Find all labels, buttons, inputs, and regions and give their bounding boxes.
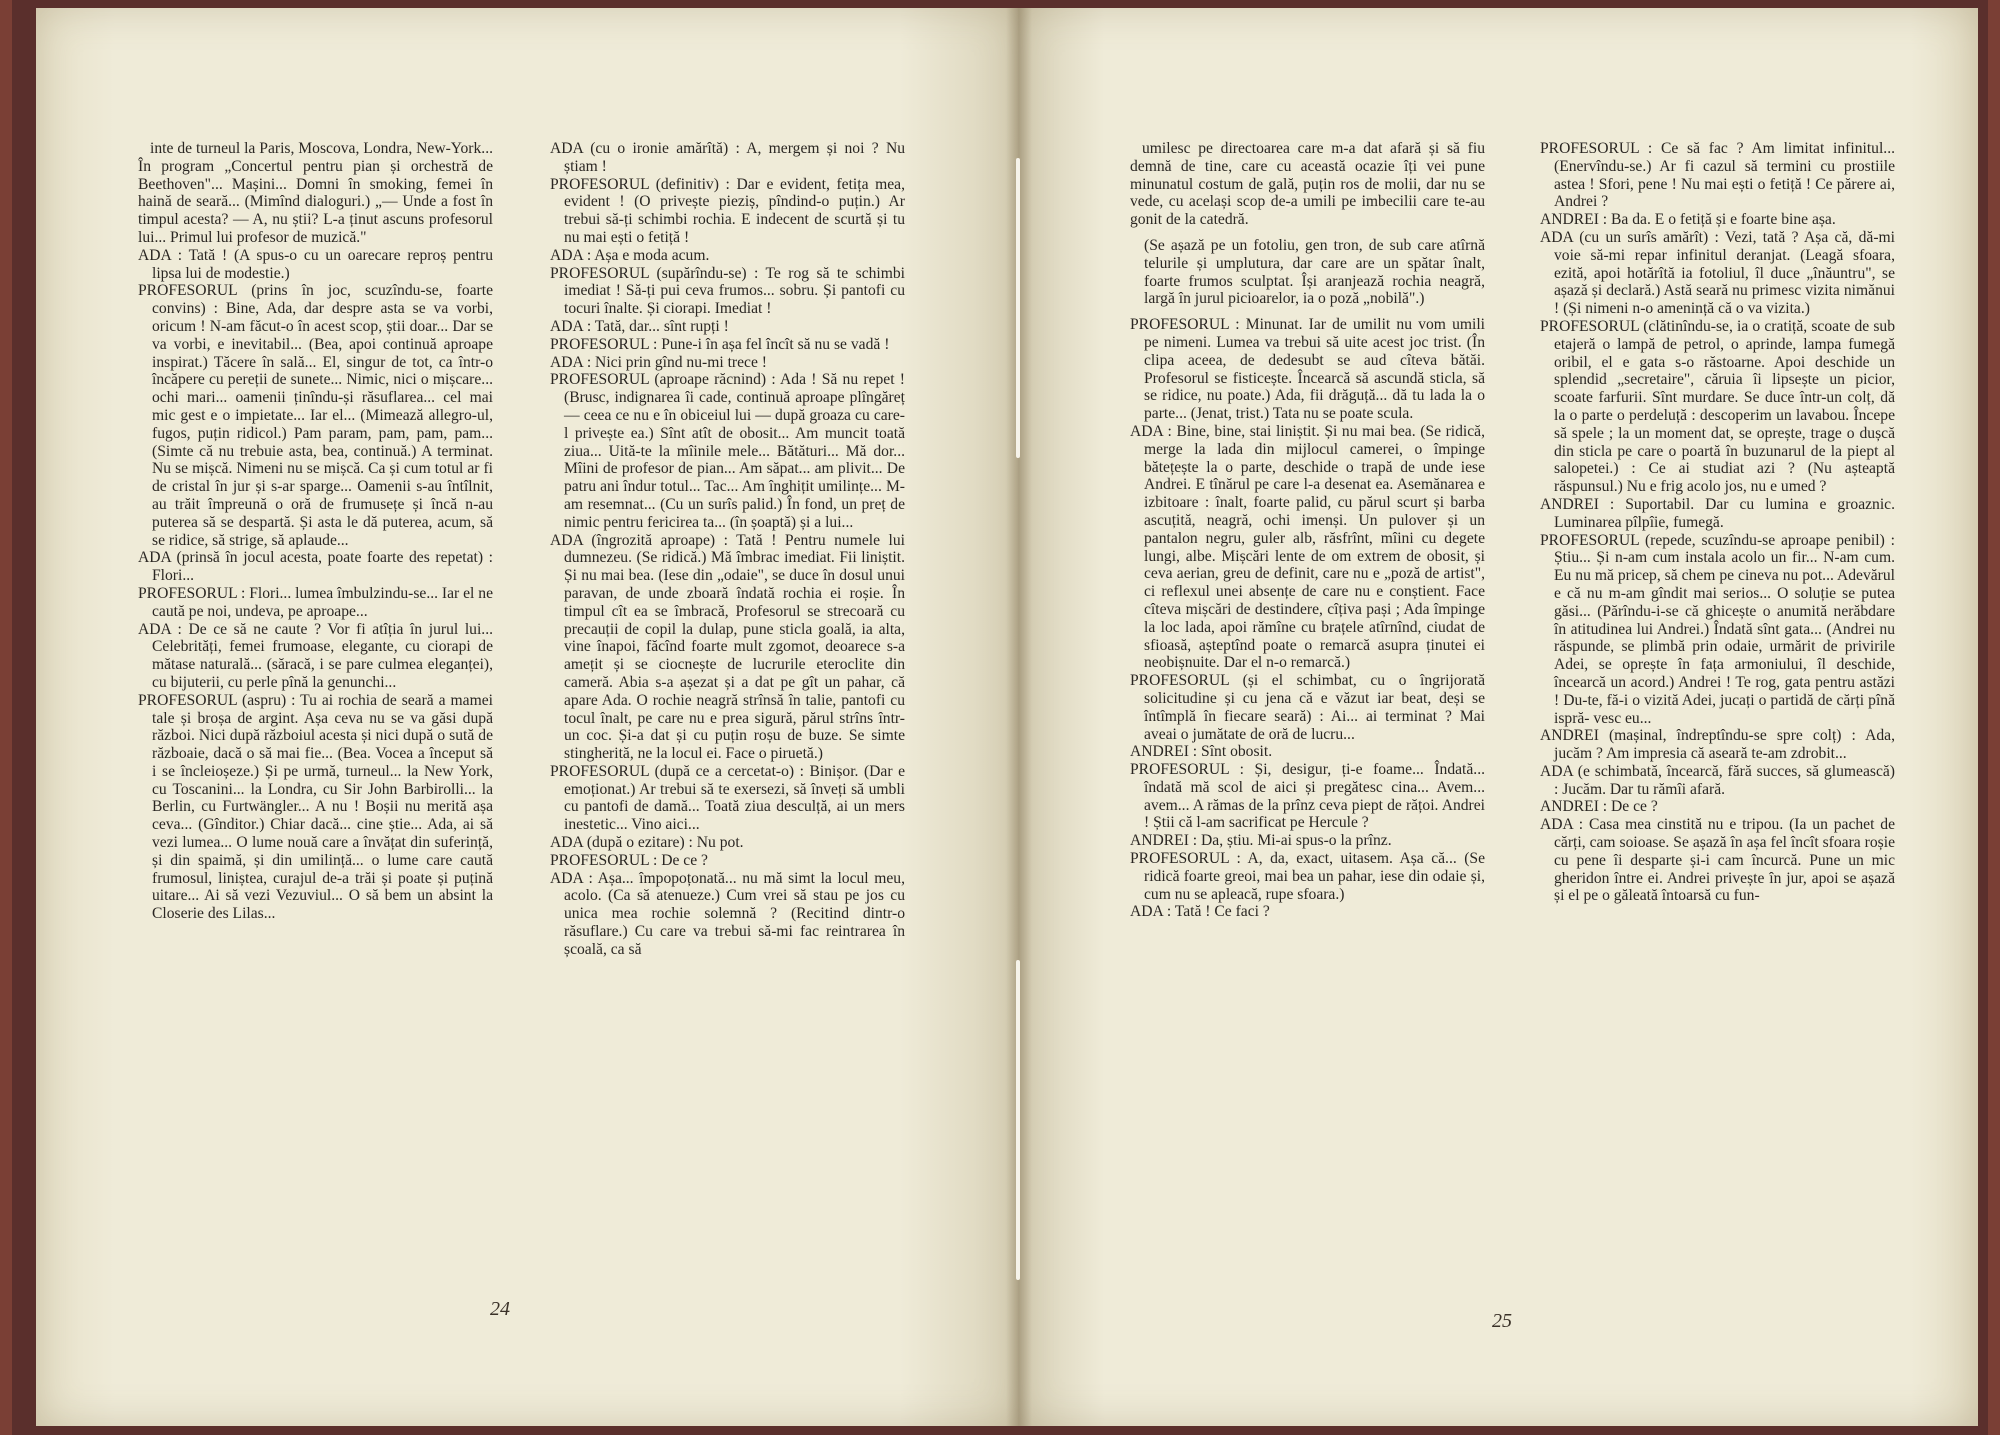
binding-thread-upper [1016,158,1020,458]
dialogue-line: ANDREI (mașinal, îndreptîndu-se spre colț) : Ada, jucăm ? Am impresia că aseară te-am zdrobit... [1540,727,1895,763]
dialogue-line: PROFESORUL (clătinîndu-se, ia o cratiță, scoate de sub etajeră o lampă de petrol, o aprinde, lampa fumegă oribil, el e gata s-o răstoarne. Apoi deschide un splendid „secretaire", căruia îi lipsește un picior, scoate farfurii. Sînt murdare. Se duce într-un colț, dă la o parte o perdeluță : descoperim un lavabou. Începe să spele ; la un moment dat, se oprește, trage o dușcă din sticla pe care o poartă în buzunarul de la piept al salopetei.) : Ce ai studiat azi ? (Nu așteaptă răspunsul.) Nu e frig acolo jos, nu e umed ? [1540,317,1895,496]
dialogue-line: ADA (cu un surîs amărît) : Vezi, tată ? Așa că, dă-mi voie să-mi repar infinitul deranjat. (Leagă sfoara, ezită, apoi hotărîtă ia fotoliul, îl duce „înăuntru", se așază și declară.) Astă seară nu primesc vizita nimănui ! (Și nimeni n-o amenință că o va vizita.) [1540,228,1895,318]
dialogue-line: PROFESORUL (supărîndu-se) : Te rog să te schimbi imediat ! Să-ți pui ceva frumos... sobru. Și pantofi cu tocuri înalte. Și ciorapi. Imediat ! [550,264,905,318]
dialogue-line: ANDREI : Ba da. E o fetiță și e foarte bine așa. [1540,211,1836,229]
dialogue-line: PROFESORUL (definitiv) : Dar e evident, fetița mea, evident ! (O privește pieziș, pîndind-o puțin.) Ar trebui să-ți schimbi rochia. E indecent de scurtă și tu nu mai ești o fetiță ! [550,175,905,246]
dialogue-line: PROFESORUL : De ce ? [550,851,708,869]
dialogue-line: ADA : Așa... împopoțonată... nu mă simt la locul meu, acolo. (Ca să atenueze.) Cum vrei să stau pe jos cu unica mea rochie solemnă ? (Recitind dintr-o răsuflare.) Cu care va trebui să-mi fac reintrarea în școală, ca să [550,869,905,958]
page-number-left: 24 [490,1298,510,1320]
text-paragraph: umilesc pe directoarea care m-a dat afară și să fiu demnă de tine, care cu această ocazie îți vei pune minunatul costum de gală, puțin ros de molii, dar nu se vede, cu același scop de-a umili pe imbecilii care te-au gonit de la catedră. [1130,140,1485,229]
dialogue-line: ANDREI : Suportabil. Dar cu lumina e groaznic. Luminarea pîlpîie, fumegă. [1540,495,1895,531]
dialogue-line: ANDREI : Da, știu. Mi-ai spus-o la prînz. [1130,832,1392,850]
dialogue-line: ADA : Tată ! (A spus-o cu un oarecare reproș pentru lipsa lui de modestie.) [138,246,493,282]
text-column-3 [1130,140,1485,921]
dialogue-line: ADA (prinsă în jocul acesta, poate foarte des repetat) : Flori... [138,549,493,585]
dialogue-line: ADA : Nici prin gînd nu-mi trece ! [550,353,767,371]
cover-edge-right [1988,0,2000,1435]
dialogue-line: PROFESORUL : Ce să fac ? Am limitat infinitul... (Enervîndu-se.) Ar fi cazul să termini cu prostiile astea ! Sfori, pene ! Nu mai ești o fetiță ! Ce părere ai, Andrei ? [1540,140,1895,211]
dialogue-line: ADA (îngrozită aproape) : Tată ! Pentru numele lui dumnezeu. (Se ridică.) Mă îmbrac imediat. Fii liniștit. Și nu mai bea. (Iese din „odaie", se duce în dosul unui paravan, de unde zboară îndată rochia ei roșie. În timpul cît ea se îmbracă, Profesorul se strecoară cu precauții de copil la dulap, pune sticla goală, ia alta, vine înapoi, făcînd foarte mult zgomot, deoarece s-a amețit și se ciocnește de lucrurile eteroclite din cameră. Abia s-a așezat și a dat pe gît un pahar, că apare Ada. O rochie neagră strînsă în talie, pantofi cu tocul înalt, pe care nu e prea sigură, părul strîns într-un coc. Și-a dat și cu puțin roșu de buze. Se simte stingherită, ne la locul ei. Face o piruetă.) [550,531,905,763]
cover-edge-left [0,0,12,1435]
dialogue-line: PROFESORUL : Flori... lumea îmbulzindu-se... Iar el ne caută pe noi, undeva, pe aproape... [138,584,494,620]
dialogue-line: PROFESORUL : A, da, exact, uitasem. Așa că... (Se ridică foarte greoi, mai bea un pahar, iese din odaie și, cum nu se apleacă, rupe sfoara.) [1130,850,1485,903]
dialogue-line: PROFESORUL (și el schimbat, cu o îngrijorată solicitudine și cu jena că e văzut iar beat, deși se întîmplă în fiecare seară) : Ai... ai terminat ? Mai aveai o jumătate de oră de lucru... [1130,672,1485,743]
dialogue-line: ADA (după o ezitare) : Nu pot. [550,834,744,852]
dialogue-line: PROFESORUL : Pune-i în așa fel încît să nu se vadă ! [550,335,890,353]
dialogue-line: ADA : Tată, dar... sînt rupți ! [550,317,729,335]
dialogue-line: PROFESORUL (aproape răcnind) : Ada ! Să nu repet ! (Brusc, indignarea îi cade, continuă aproape plîngăreț — ceea ce nu e în obiceiul lui — după groaza cu care-l privește ea.) Sînt atît de obosit... Am muncit toată ziua... Uită-te la mîinile mele... Bătături... Mă dor... Mîini de profesor de pian... Am săpat... am plivit... De patru ani îndur totul... Tac... Am înghițit umilințe... M-am resemnat... (Cu un surîs palid.) În fond, un preț de nimic pentru fericirea ta... (în șoaptă) și a lui... [550,371,905,531]
dialogue-line: PROFESORUL : Și, desigur, ți-e foame... Îndată... îndată mă scol de aici și pregătesc cina... Avem... avem... A rămas de la prînz ceva piept de rățoi. Andrei ! Știi că l-am sacrificat pe Hercule ? [1130,761,1485,832]
dialogue-line: ADA (cu o ironie amărîtă) : A, mergem și noi ? Nu știam ! [550,140,905,175]
text-paragraph: inte de turneul la Paris, Moscova, Londra, New-York... În program „Concertul pentru pian și orchestră de Beethoven"... Mașini... Domni în smoking, femei în haină de seară... (Mimînd dialoguri.) „— Unde a fost în timpul acesta? — A, nu știi? L-a ținut ascuns profesorul lui... Primul lui profesor de muzică." [138,140,493,246]
dialogue-line: ADA : Așa e moda acum. [550,246,710,264]
page-number-right: 25 [1492,1310,1512,1332]
dialogue-line: PROFESORUL (repede, scuzîndu-se aproape penibil) : Știu... Și n-am cum instala acolo un fir... N-am cum. Eu nu mă pricep, să chem pe cineva nu pot... Adevărul e că nu m-am gîndit mai serios... O soluție se putea găsi... (Părîndu-i-se că ghicește o anumită nerăbdare în atitudinea lui Andrei.) Îndată sînt gata... (Andrei nu răspunde, se plimbă prin odaie, urmărit de privirile Adei, se oprește în fața armoniului, îl deschide, încearcă un acord.) Andrei ! Te rog, gata pentru astăzi ! Du-te, fă-i o vizită Adei, jucați o partidă de cărți pînă ispră- vesc eu... [1540,531,1895,727]
dialogue-line: PROFESORUL (aspru) : Tu ai rochia de seară a mamei tale și broșa de argint. Așa ceva nu se va găsi după război. Nici după războiul acesta și nici după o sută de războaie, dacă o să mai fie... (Bea. Vocea a început să i se încleioșeze.) Și pe urmă, turneul... la New York, cu Toscanini... la Londra, cu Sir John Barbirolli... la Berlin, cu Furtwängler... A nu ! Boșii nu merită așa ceva... (Gînditor.) Chiar dacă... cine știe... Ada, ai să vezi lumea... O lume nouă care a învățat din suferință, și din spaimă, și din umilință... o lume care caută frumosul, liniștea, curajul de-a trăi și poate și puțină uitare... Ai să vezi Vezuviul... O să bem un absint la Closerie des Lilas... [138,691,493,923]
dialogue-line: ADA : Bine, bine, stai liniștit. Și nu mai bea. (Se ridică, merge la lada din mijlocul camerei, o împinge bătețește la o parte, deschide o trapă de unde iese Andrei. E tînărul pe care l-a desenat ea. Asemănarea e izbitoare : înalt, foarte palid, cu părul scurt și barba ascuțită, neagră, ochi imenși. Un pulover și un pantalon negru, guler alb, răsfrînt, mîini cu degete lungi, albe. Mișcări lente de om extrem de obosit, și ceva aerian, greu de definit, care nu e „poză de artist", ci reflexul unei absențe de care nu e conștient. Face cîteva mișcări de destindere, cîțiva pași ; Ada împinge la loc lada, apoi rămîne cu brațele atîrnînd, ciudat de sfioasă, așteptînd poate o remarcă asupra ținutei ei neobișnuite. Dar el n-o remarcă.) [1130,422,1485,672]
text-column-4 [1540,140,1895,905]
text-column-2 [550,140,905,959]
text-column-1 [138,140,493,923]
dialogue-line: ADA (e schimbată, încearcă, fără succes, să glumească) : Jucăm. Dar tu rămîi afară. [1540,762,1895,798]
dialogue-line: PROFESORUL (după ce a cercetat-o) : Binișor. (Dar e emoționat.) Ar trebui să te exersezi, să înveți să umbli cu pantofi de damă... Toată ziua desculță, ai un mers inestetic... Vino aici... [550,762,905,834]
dialogue-line: PROFESORUL (prins în joc, scuzîndu-se, foarte convins) : Bine, Ada, dar despre asta se va vorbi, oricum ! N-am făcut-o în acest scop, știi doar... Dar se va vorbi, e inevitabil... (Bea, apoi continuă aproape inspirat.) Tăcere în sală... El, singur de tot, ca într-o încăpere cu pereții de sunete... Nimic, nici o mișcare... ochi mari... oamenii ținîndu-și răsuflarea... cel mai mic gest e o impietate... Iar el... (Mimează allegro-ul, fugos, puțin ridicol.) Pam param, pam, pam, pam... (Simte că nu trebuie asta, bea, continuă.) A terminat. Nu se mișcă. Nimeni nu se mișcă. Ca și cum totul ar fi de cristal în jur și s-ar sparge... Oamenii s-au întîlnit, au trăit împreună o oră de frumusețe și încă n-au puterea să se despartă. Și asta le dă puterea, acum, să se ridice, să strige, să aplaude... [138,282,493,549]
dialogue-line: ADA : Casa mea cinstită nu e tripou. (Ia un pachet de cărți, cam soioase. Se așază în așa fel încît sfoara roșie cu pene îi desparte și-i cam încurcă. Pune un mic gheridon între ei. Andrei privește în jur, apoi se așază și el pe o găleată întoarsă cu fun- [1540,816,1895,905]
dialogue-line: PROFESORUL : Minunat. Iar de umilit nu vom umili pe nimeni. Lumea va trebui să uite acest joc trist. (În clipa aceea, de dedesubt se aud cîteva bătăi. Profesorul se fisticește. Încearcă să ascundă sticla, să se ridice, nu poate.) Ada, fii drăguță... dă tu lada la o parte... (Jenat, trist.) Tata nu se poate scula. [1130,316,1485,423]
dialogue-line: ANDREI : De ce ? [1540,798,1658,816]
dialogue-line: ADA : Tată ! Ce faci ? [1130,903,1270,921]
binding-thread-lower [1016,960,1020,1280]
stage-direction: (Se așază pe un fotoliu, gen tron, de sub care atîrnă telurile și umplutura, dar care are un spătar înalt, foarte frumos sculptat. Își aranjează rochia neagră, largă în jurul picioarelor, ia o poză „nobilă".) [1144,236,1485,308]
dialogue-line: ANDREI : Sînt obosit. [1130,743,1273,761]
dialogue-line: ADA : De ce să ne caute ? Vor fi atîția în jurul lui... Celebrități, femei frumoase, elegante, cu ciorapi de mătase naturală... (săracă, i se pare culmea eleganței), cu bijuterii, cu perle pînă la genunchi... [138,620,493,691]
